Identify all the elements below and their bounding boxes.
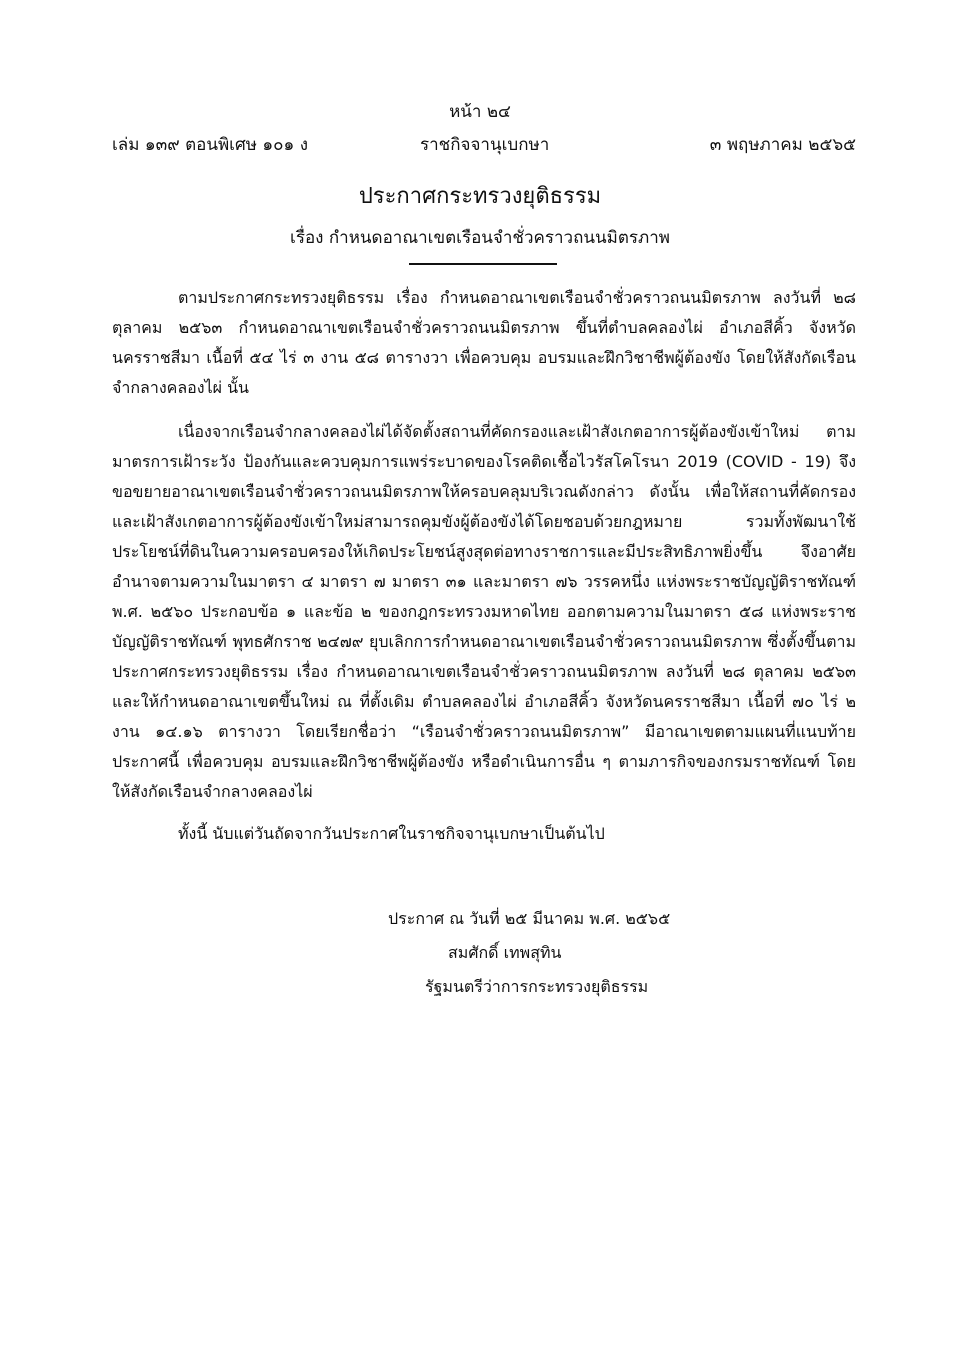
signer-name: สมศักดิ์ เทพสุทิน — [448, 943, 562, 962]
signer-position: รัฐมนตรีว่าการกระทรวงยุติธรรม — [425, 977, 649, 996]
announcement-subject: เรื่อง กำหนดอาณาเขตเรือนจำชั่วคราวถนนมิตรภาพ — [290, 228, 670, 248]
body-paragraph-1: ตามประกาศกระทรวงยุติธรรม เรื่อง กำหนดอาณาเขตเรือนจำชั่วคราวถนนมิตรภาพ ลงวันที่ ๒๘ ตุลาคม ๒๕๖๓ กำหนดอาณาเขตเรือนจำชั่วคราวถนนมิตรภาพ ขึ้นที่ตำบลคลองไผ่ อำเภอสีคิ้ว จังหวัดนครราชสีมา เนื้อที่ ๕๔ ไร่ ๓ งาน ๕๘ ตารางวา เพื่อควบคุม อบรมและฝึกวิชาชีพผู้ต้องขัง โดยให้สังกัดเรือนจำกลางคลองไผ่ นั้น — [112, 288, 856, 397]
announced-date: ประกาศ ณ วันที่ ๒๕ มีนาคม พ.ศ. ๒๕๖๕ — [388, 909, 671, 928]
announcement-title: ประกาศกระทรวงยุติธรรม — [358, 184, 602, 209]
page-number: หน้า ๒๔ — [449, 102, 511, 122]
gazette-header — [112, 131, 856, 153]
gazette-name: ราชกิจจานุเบกษา — [420, 135, 550, 155]
announcement-body — [112, 283, 856, 863]
body-paragraph-3: ทั้งนี้ นับแต่วันถัดจากวันประกาศในราชกิจจานุเบกษาเป็นต้นไป — [178, 824, 605, 843]
body-paragraph-2: เนื่องจากเรือนจำกลางคลองไผ่ได้จัดตั้งสถานที่คัดกรองและเฝ้าสังเกตอาการผู้ต้องขังเข้าใหม่ ตามมาตรการเฝ้าระวัง ป้องกันและควบคุมการแพร่ระบาดของโรคติดเชื้อไวรัสโคโรนา 2019 (COVID - 19) จึงขอขยายอาณาเขตเรือนจำชั่วคราวถนนมิตรภาพให้ครอบคลุมบริเวณดังกล่าว ดังนั้น เพื่อให้สถานที่คัดกรองและเฝ้าสังเกตอาการผู้ต้องขังเข้าใหม่สามารถคุมขังผู้ต้องขังได้โดยชอบด้วยกฎหมาย รวมทั้งพัฒนาใช้ประโยชน์ที่ดินในความครอบครองให้เกิดประโยชน์สูงสุดต่อทางราชการและมีประสิทธิภาพยิ่งขึ้น จึงอาศัยอำนาจตามความในมาตรา ๔ มาตรา ๗ มาตรา ๓๑ และมาตรา ๗๖ วรรคหนึ่ง แห่งพระราชบัญญัติราชทัณฑ์ พ.ศ. ๒๕๖๐ ประกอบข้อ ๑ และข้อ ๒ ของกฎกระทรวงมหาดไทย ออกตามความในมาตรา ๕๘ แห่งพระราชบัญญัติราชทัณฑ์ พุทธศักราช ๒๔๗๙ ยุบเลิกการกำหนดอาณาเขตเรือนจำชั่วคราวถนนมิตรภาพ ซึ่งตั้งขึ้นตามประกาศกระทรวงยุติธรรม เรื่อง กำหนดอาณาเขตเรือนจำชั่วคราวถนนมิตรภาพ ลงวันที่ ๒๘ ตุลาคม ๒๕๖๓ และให้กำหนดอาณาเขตขึ้นใหม่ ณ ที่ตั้งเดิม ตำบลคลองไผ่ อำเภอสีคิ้ว จังหวัดนครราชสีมา เนื้อที่ ๗๐ ไร่ ๒ งาน ๑๔.๑๖ ตารางวา โดยเรียกชื่อว่า “เรือนจำชั่วคราวถนนมิตรภาพ” มีอาณาเขตตามแผนที่แนบท้ายประกาศนี้ เพื่อควบคุม อบรมและฝึกวิชาชีพผู้ต้องขัง หรือดำเนินการอื่น ๆ ตามภารกิจของกรมราชทัณฑ์ โดยให้สังกัดเรือนจำกลางคลองไผ่ — [112, 422, 856, 801]
volume-issue: เล่ม ๑๓๙ ตอนพิเศษ ๑๐๑ ง — [112, 135, 309, 155]
signature-block — [388, 902, 808, 1004]
publication-date: ๓ พฤษภาคม ๒๕๖๕ — [709, 135, 856, 155]
title-divider — [409, 263, 557, 265]
